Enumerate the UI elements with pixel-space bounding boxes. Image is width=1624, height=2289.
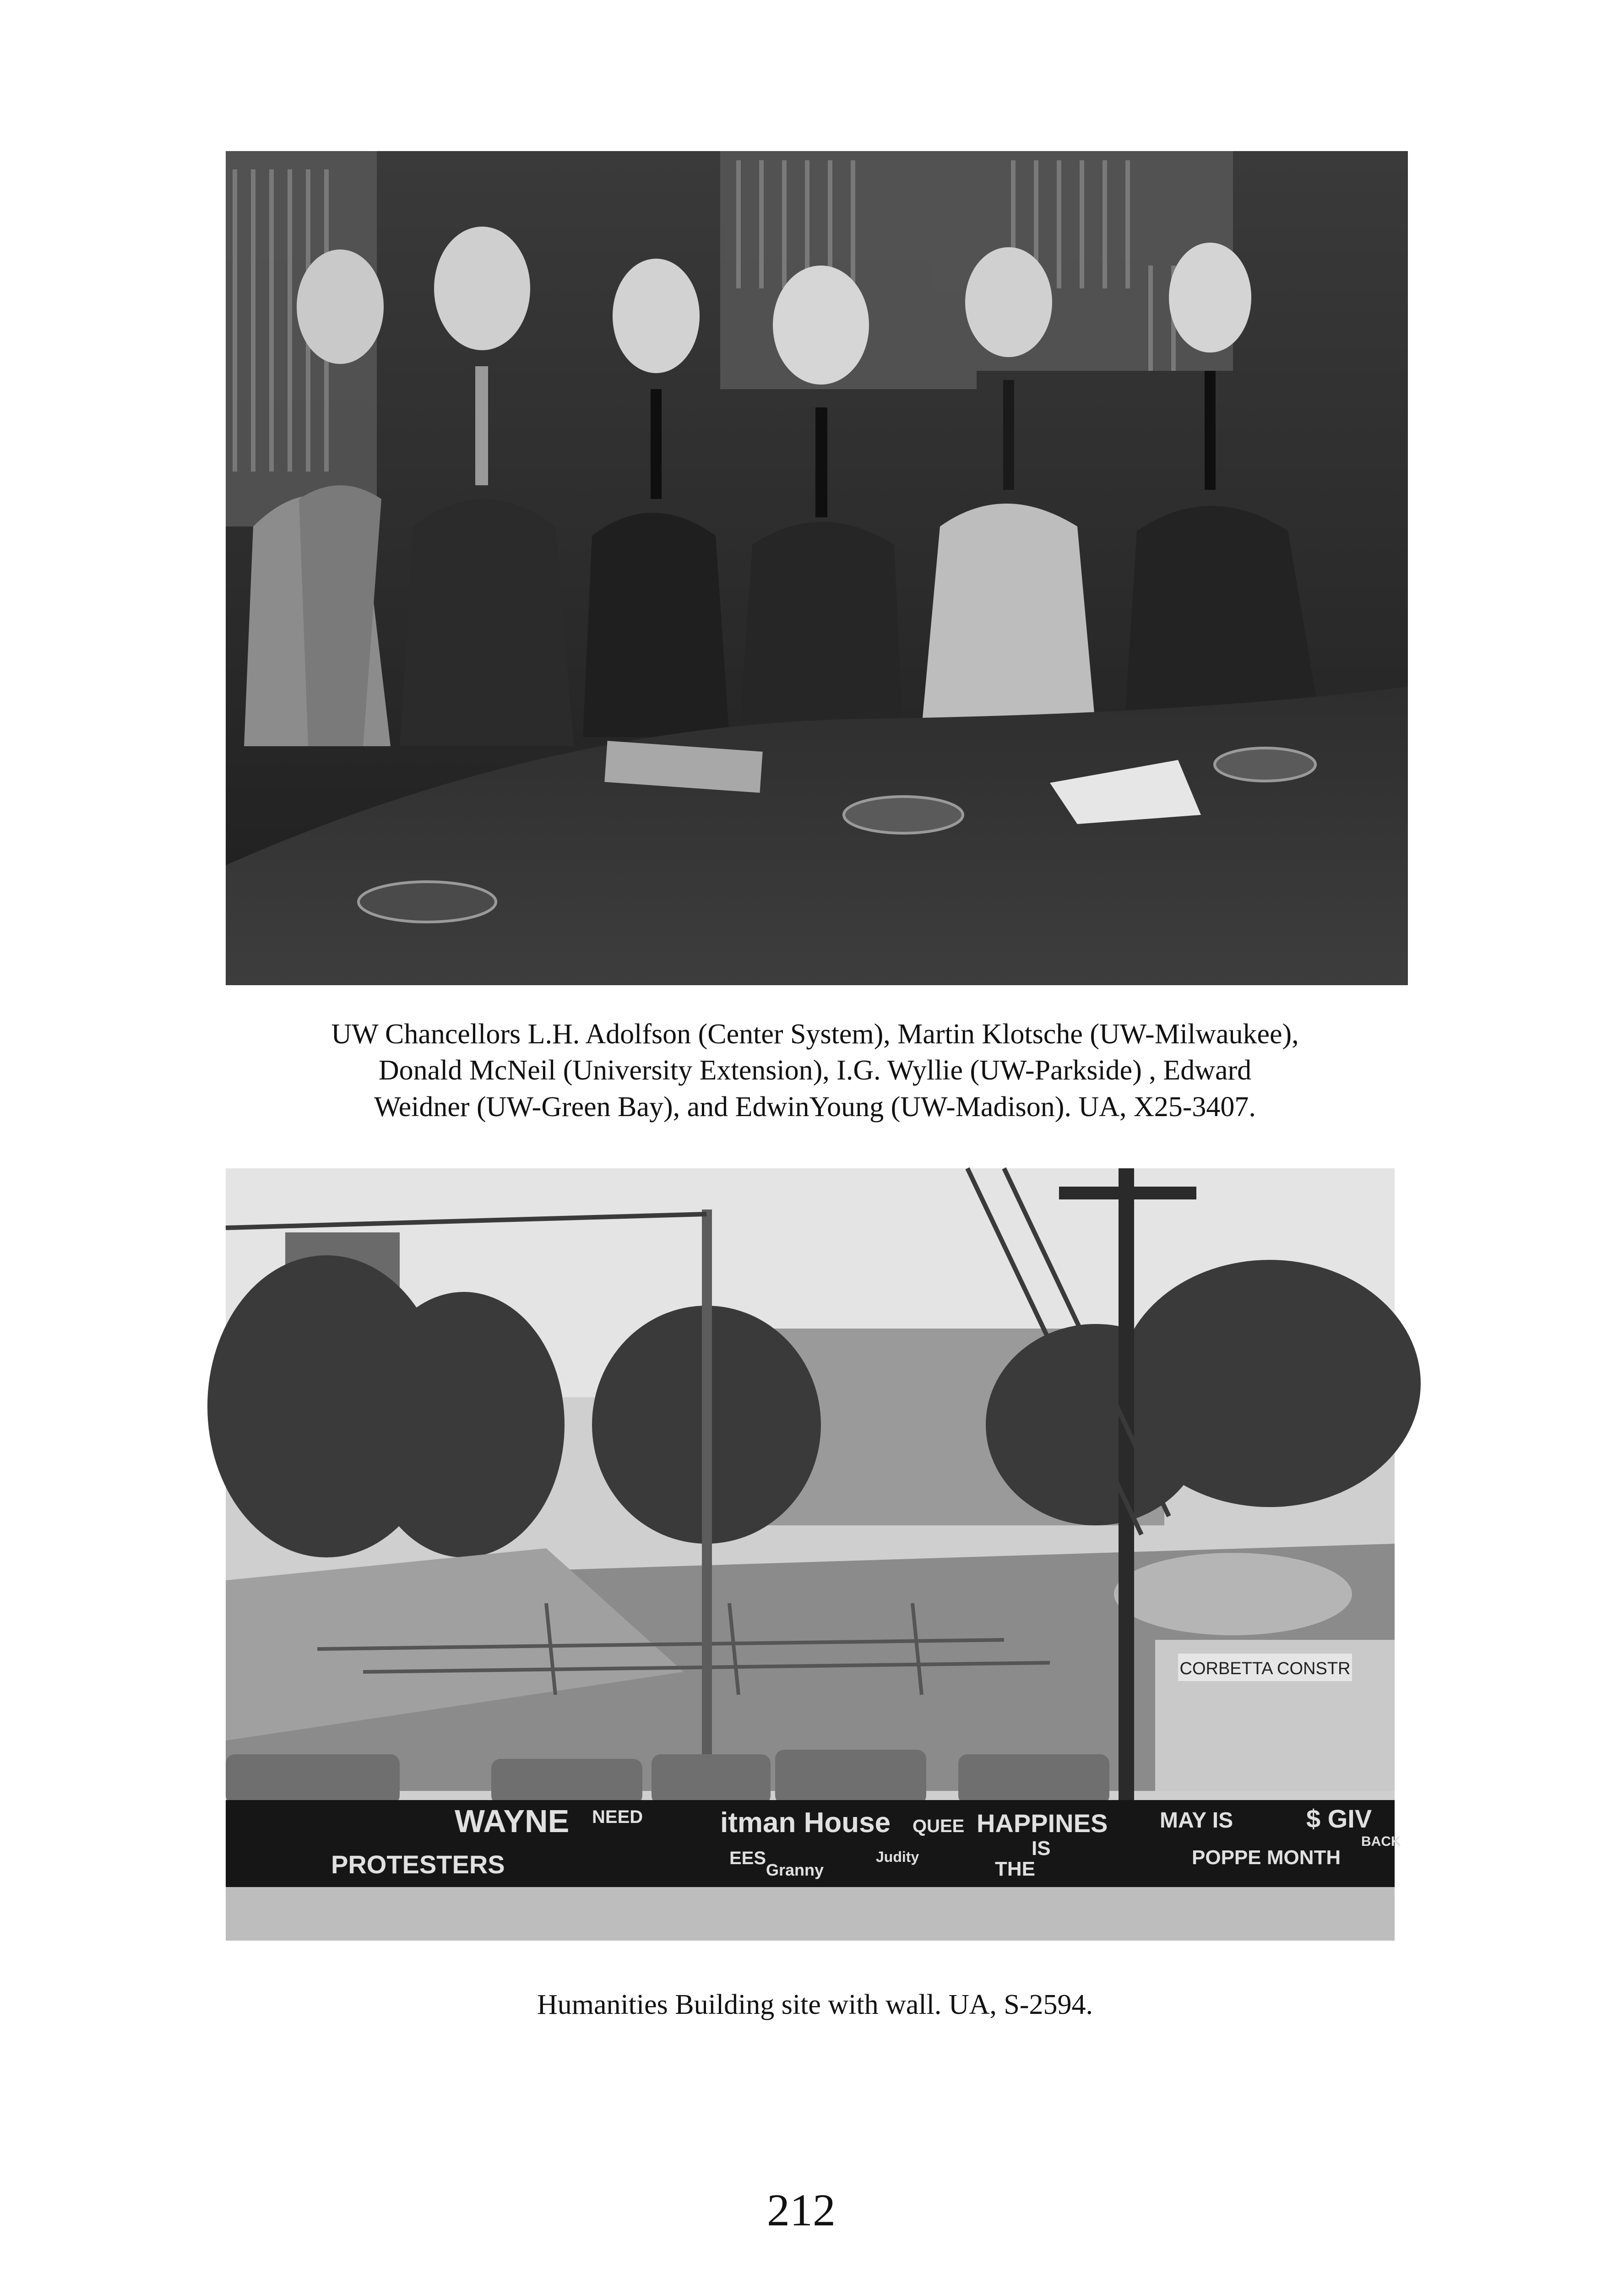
- chancellors-photo: [226, 151, 1408, 985]
- trailer-sign: CORBETTA CONSTR: [1179, 1659, 1351, 1678]
- graffiti-text: IS: [1032, 1837, 1051, 1860]
- graffiti-text: POPPE MONTH: [1192, 1846, 1341, 1869]
- graffiti-text: NEED: [592, 1807, 643, 1827]
- page-number: 212: [767, 2185, 836, 2235]
- graffiti-text: WAYNE: [455, 1803, 570, 1839]
- graffiti-text: Judity: [876, 1849, 919, 1865]
- graffiti-text: Granny: [766, 1860, 824, 1879]
- construction-site-photo: [226, 1168, 1401, 1941]
- chancellors-photo-image: [226, 151, 1408, 985]
- graffiti-text: PROTESTERS: [331, 1850, 505, 1879]
- caption-line: Weidner (UW-Green Bay), and EdwinYoung (UW-Madison). UA, X25-3407.: [374, 1091, 1256, 1123]
- graffiti-text: $ GIV: [1306, 1804, 1372, 1833]
- construction-site-caption: [220, 1987, 1410, 2023]
- chancellors-caption: [220, 1016, 1410, 1125]
- graffiti-text: QUEE: [912, 1816, 965, 1836]
- graffiti-text: HAPPINES: [977, 1809, 1108, 1838]
- graffiti-text: THE: [995, 1858, 1035, 1880]
- caption-line: Humanities Building site with wall. UA, S-2594.: [537, 1989, 1093, 2020]
- graffiti-text: itman House: [720, 1807, 891, 1839]
- caption-line: Donald McNeil (University Extension), I.G. Wyllie (UW-Parkside) , Edward: [378, 1055, 1252, 1086]
- graffiti-text: EES: [729, 1848, 766, 1868]
- graffiti-text: MAY IS: [1160, 1808, 1233, 1833]
- graffiti-text: BACK: [1361, 1834, 1401, 1849]
- caption-line: UW Chancellors L.H. Adolfson (Center System), Martin Klotsche (UW-Milwaukee),: [331, 1019, 1299, 1050]
- construction-site-photo-image: [226, 1168, 1401, 1941]
